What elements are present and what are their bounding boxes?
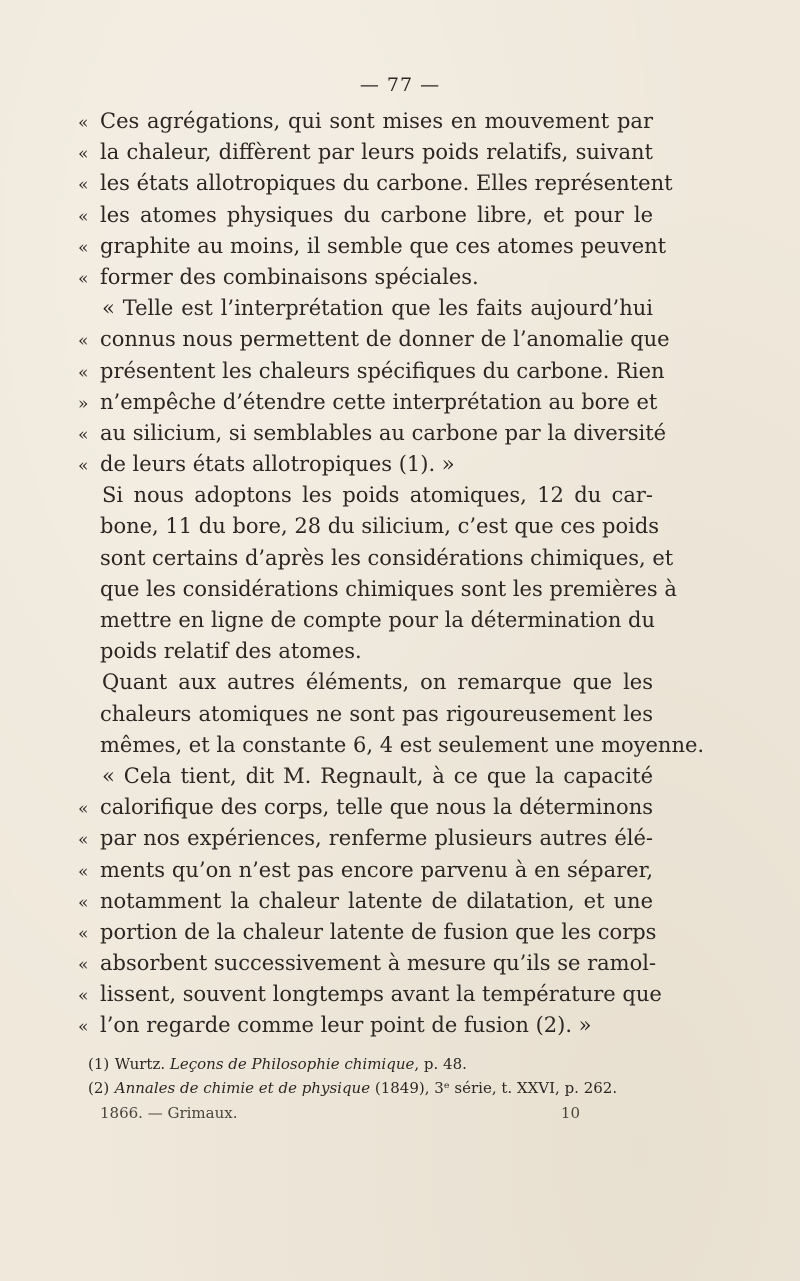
quote-mark: »	[78, 393, 89, 414]
text-line	[78, 823, 653, 854]
footnote-number: (2)	[88, 1079, 110, 1097]
text-line	[78, 262, 653, 293]
line-text: présentent les chaleurs spécifiques du carbone. Rien	[100, 358, 665, 383]
text-line	[78, 293, 653, 324]
quote-mark: «	[78, 955, 89, 976]
quote-mark: «	[78, 892, 89, 913]
footnote-title: Leçons de Philosophie chimique	[169, 1055, 415, 1073]
line-text: chaleurs atomiques ne sont pas rigoureusement les	[100, 701, 653, 726]
line-text: « Telle est l’interprétation que les faits aujourd’hui	[102, 296, 653, 321]
line-text: poids relatif des atomes.	[100, 639, 362, 664]
line-text: former des combinaisons spéciales.	[100, 264, 479, 289]
text-line	[78, 574, 677, 605]
quote-mark: «	[78, 268, 89, 289]
line-text: de leurs états allotropiques (1). »	[100, 452, 455, 477]
quote-mark: «	[78, 923, 89, 944]
line-text: mettre en ligne de compte pour la détermination du	[100, 608, 655, 632]
quote-mark: «	[78, 144, 89, 165]
text-line	[78, 324, 670, 355]
text-line	[78, 1010, 653, 1041]
line-text: connus nous permettent de donner de l’anomalie que	[100, 327, 670, 352]
quote-mark: «	[78, 799, 89, 820]
sheet-number: 10	[560, 1104, 580, 1122]
text-line	[78, 886, 653, 917]
quote-mark: «	[78, 830, 89, 851]
page-number: — 77 —	[359, 74, 441, 96]
line-text: Si nous adoptons les poids atomiques, 12 du car-	[102, 483, 653, 508]
line-text: sont certains d’après les considérations chimiques, et	[100, 545, 674, 570]
text-line	[78, 855, 653, 886]
line-text: portion de la chaleur latente de fusion que les corps	[100, 919, 657, 944]
line-text: les atomes physiques du carbone libre, et pour le	[100, 202, 653, 227]
quote-mark: «	[78, 424, 89, 445]
text-line	[78, 979, 662, 1010]
line-text: lissent, souvent longtemps avant la température que	[100, 982, 662, 1007]
text-line	[78, 636, 653, 667]
text-line	[78, 699, 653, 730]
text-line	[78, 387, 658, 418]
line-text: « Cela tient, dit M. Regnault, à ce que la capacité	[102, 763, 653, 788]
quote-mark: «	[78, 986, 89, 1007]
line-text: bone, 11 du bore, 28 du silicium, c’est que ces poids	[100, 514, 660, 539]
quote-mark: «	[78, 861, 89, 882]
text-line	[78, 106, 653, 137]
text-line	[78, 917, 657, 948]
line-text: les états allotropiques du carbone. Elles représentent	[100, 171, 673, 196]
line-text: mêmes, et la constante 6, 4 est seulement une moyenne.	[100, 732, 705, 757]
line-text: au silicium, si semblables au carbone par la diversité	[100, 420, 667, 445]
text-line	[78, 231, 667, 262]
text-line	[78, 480, 653, 511]
text-line	[78, 418, 667, 449]
quote-mark: «	[78, 175, 89, 196]
text-line	[78, 792, 653, 823]
footnote	[88, 1076, 650, 1100]
text-line	[78, 667, 653, 698]
line-text: l’on regarde comme leur point de fusion (2). »	[100, 1013, 592, 1038]
quote-mark: «	[78, 456, 89, 477]
footnote-reference: , p. 48.	[414, 1055, 467, 1073]
line-text: graphite au moins, il semble que ces atomes peuvent	[100, 233, 667, 258]
text-line	[78, 761, 653, 792]
text-line	[78, 543, 674, 574]
line-text: absorbent successivement à mesure qu’ils se ramol-	[100, 951, 657, 976]
text-line	[78, 948, 657, 979]
quote-mark: «	[78, 362, 89, 383]
body-text	[78, 106, 705, 1042]
text-line	[78, 137, 653, 168]
text-line	[78, 449, 653, 480]
text-line	[78, 511, 660, 542]
quote-mark: «	[78, 331, 89, 352]
line-text: ments qu’on n’est pas encore parvenu à en séparer,	[100, 857, 653, 882]
text-line	[78, 605, 653, 636]
footnote-author: Wurtz.	[114, 1055, 170, 1073]
text-line	[78, 168, 673, 199]
line-text: la chaleur, diffèrent par leurs poids relatifs, suivant	[100, 140, 653, 165]
footnotes	[88, 1052, 650, 1100]
line-text: Quant aux autres éléments, on remarque que les	[102, 670, 653, 695]
quote-mark: «	[78, 1017, 89, 1038]
quote-mark: «	[78, 113, 89, 133]
printer-signature	[100, 1101, 580, 1125]
text-line	[78, 200, 653, 231]
line-text: par nos expériences, renferme plusieurs autres élé-	[100, 826, 653, 851]
footnote-number: (1)	[88, 1055, 110, 1073]
line-text: Ces agrégations, qui sont mises en mouvement par	[100, 109, 653, 133]
line-text: que les considérations chimiques sont les premières à	[100, 576, 677, 601]
footnote-title: Annales de chimie et de physique	[114, 1079, 371, 1097]
line-text: n’empêche d’étendre cette interprétation au bore et	[100, 389, 658, 414]
quote-mark: «	[78, 237, 89, 258]
text-line	[78, 730, 705, 761]
footnote-reference: (1849), 3ᵉ série, t. XXVI, p. 262.	[370, 1079, 618, 1097]
line-text: calorifique des corps, telle que nous la déterminons	[100, 795, 653, 820]
line-text: notamment la chaleur latente de dilatation, et une	[100, 888, 653, 913]
quote-mark: «	[78, 206, 89, 227]
footnote	[88, 1052, 650, 1076]
signature-mark: 1866. — Grimaux.	[100, 1104, 238, 1122]
text-line	[78, 356, 665, 387]
